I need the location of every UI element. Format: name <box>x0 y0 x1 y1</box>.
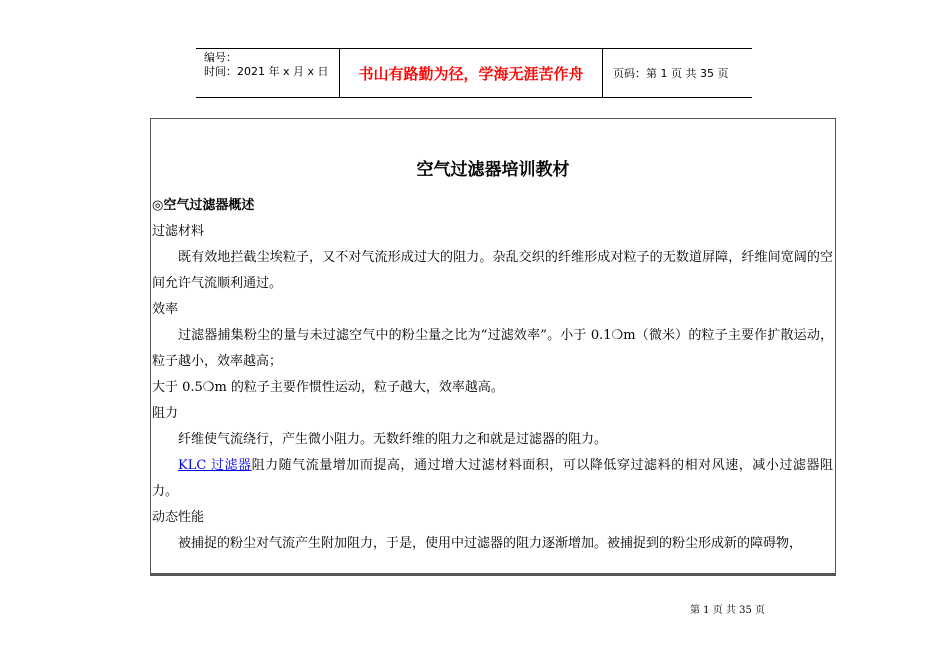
number-label: 编号： <box>204 51 237 64</box>
document-title: 空气过滤器培训教材 <box>416 160 570 180</box>
klc-paragraph <box>152 453 833 505</box>
resistance-heading: 阻力 <box>152 406 179 421</box>
dynamic-heading: 动态性能 <box>152 510 205 525</box>
time-label: 时间：2021 年 x 月 x 日 <box>204 65 329 78</box>
page-header <box>196 48 752 98</box>
material-paragraph: 既有效地拦截尘埃粒子，又不对气流形成过大的阻力。杂乱交织的纤维形成对粒子的无数道屏障，纤维间宽阔的空间允许气流顺利通过。 <box>152 250 833 291</box>
dynamic-paragraph: 被捕捉的粉尘对气流产生附加阻力，于是，使用中过滤器的阻力逐渐增加。被捕捉到的粉尘形成新的障碍物， <box>178 536 803 551</box>
efficiency-paragraph-2: 大于 0.5❍m 的粒子主要作惯性运动，粒子越大，效率越高。 <box>152 380 504 395</box>
document-frame <box>150 118 836 576</box>
efficiency-heading: 效率 <box>152 302 179 317</box>
document-content <box>152 193 833 557</box>
efficiency-paragraph: 过滤器捕集粉尘的量与未过滤空气中的粉尘量之比为“过滤效率”。小于 0.1❍m（微米）的粒子主要作扩散运动，粒子越小，效率越高； <box>152 328 833 369</box>
section-heading: ◎空气过滤器概述 <box>152 198 255 213</box>
header-motto: 书山有路勤为径，学海无涯苦作舟 <box>339 49 603 97</box>
header-page-label: 页码：第 1 页 共 35 页 <box>613 67 729 80</box>
klc-filter-link[interactable]: KLC 过滤器 <box>178 458 252 473</box>
klc-paragraph-text: 阻力随气流量增加而提高，通过增大过滤材料面积，可以降低穿过滤料的相对风速，减小过滤器阻力。 <box>152 458 833 499</box>
resistance-paragraph: 纤维使气流绕行，产生微小阻力。无数纤维的阻力之和就是过滤器的阻力。 <box>178 432 608 447</box>
page-footer: 第 1 页 共 35 页 <box>690 605 765 616</box>
material-heading: 过滤材料 <box>152 224 205 239</box>
header-meta <box>196 49 339 97</box>
